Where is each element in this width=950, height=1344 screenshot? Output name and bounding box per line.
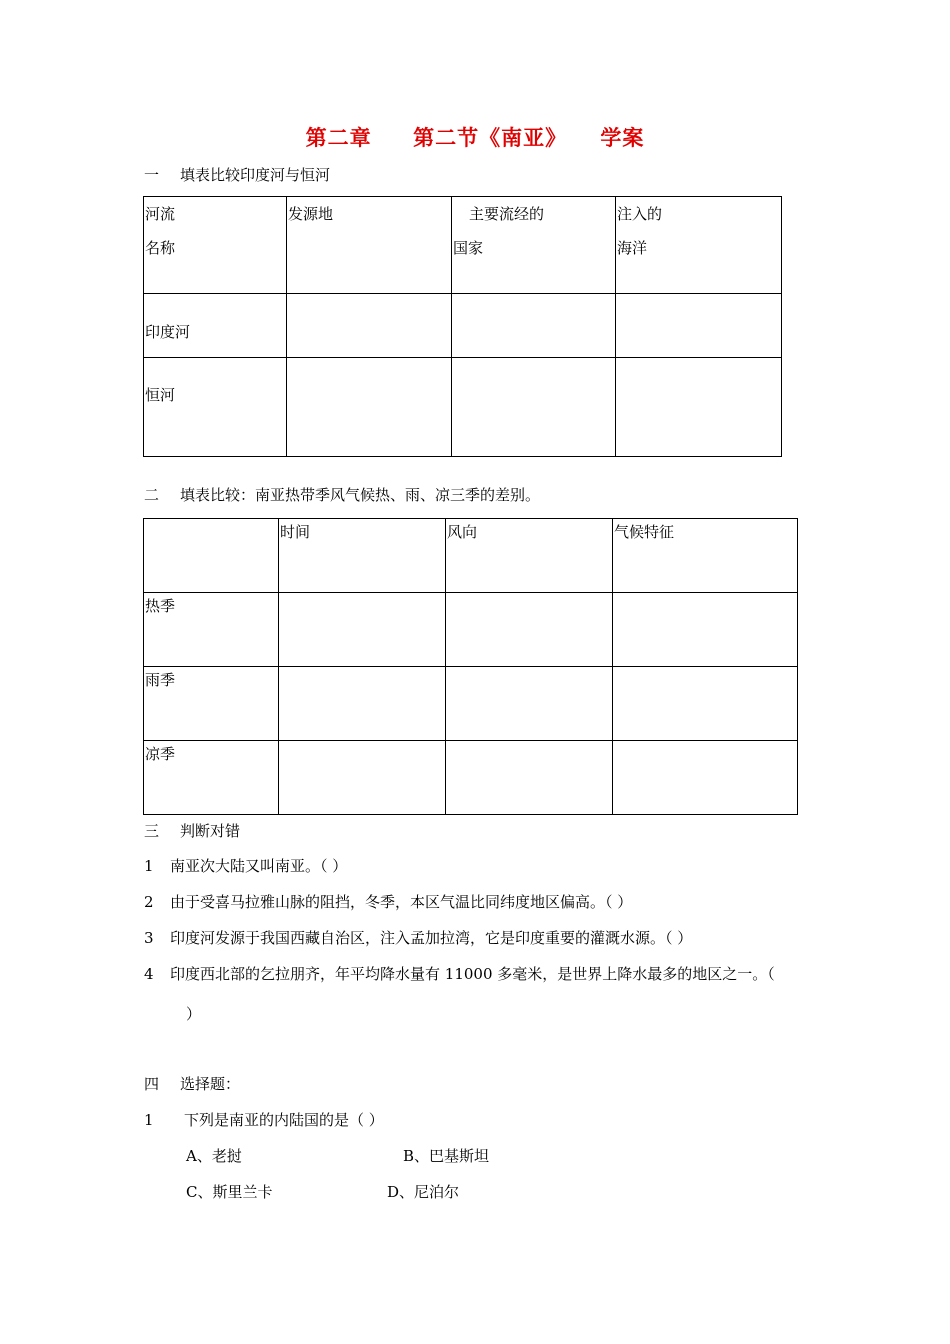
header-cell-source: 发源地	[287, 197, 452, 294]
judge-item-3: 3 印度河发源于我国西藏自治区，注入孟加拉湾，它是印度重要的灌溉水源。（ ）	[144, 929, 693, 947]
section2-text: 填表比较：南亚热带季风气候热、雨、凉三季的差别。	[180, 486, 541, 504]
section3-number: 三	[144, 822, 160, 840]
table-cell[interactable]	[446, 741, 613, 815]
table-header-row	[144, 519, 798, 593]
table-cell[interactable]	[616, 358, 782, 457]
table-cell[interactable]	[613, 667, 798, 741]
table-row	[144, 593, 798, 667]
section3-text: 判断对错	[180, 822, 241, 840]
table-cell[interactable]	[287, 358, 452, 457]
title-chapter: 第二章	[305, 125, 372, 150]
row-label-hot-season: 热季	[144, 593, 279, 667]
header-cell-ocean: 注入的 海洋	[616, 197, 782, 294]
section4-heading	[144, 1073, 240, 1094]
river-comparison-table	[143, 196, 782, 457]
section1-text: 填表比较印度河与恒河	[180, 166, 331, 184]
row-label-ganges: 恒河	[144, 358, 287, 457]
table-row	[144, 741, 798, 815]
table-row	[144, 358, 782, 457]
option-a[interactable]: A、老挝	[186, 1147, 242, 1165]
judge-item-4: 4 印度西北部的乞拉朋齐，年平均降水量有 11000 多毫米，是世界上降水最多的地区之一。（	[144, 965, 775, 983]
table-cell[interactable]	[613, 593, 798, 667]
section4-number: 四	[144, 1075, 160, 1093]
table-row	[144, 667, 798, 741]
judge-item-1: 1 南亚次大陆又叫南亚。（ ）	[144, 857, 348, 875]
judge-item-2: 2 由于受喜马拉雅山脉的阻挡，冬季，本区气温比同纬度地区偏高。（ ）	[144, 893, 633, 911]
header-cell-blank	[144, 519, 279, 593]
option-c[interactable]: C、斯里兰卡	[186, 1183, 273, 1201]
table-cell[interactable]	[287, 294, 452, 358]
row-label-cool-season: 凉季	[144, 741, 279, 815]
section3-heading	[144, 820, 240, 841]
section2-heading	[144, 484, 540, 505]
table-cell[interactable]	[279, 741, 446, 815]
title-section: 第二节《南亚》	[413, 125, 568, 150]
section2-number: 二	[144, 486, 160, 504]
header-cell-time: 时间	[279, 519, 446, 593]
table-header-row	[144, 197, 782, 294]
table-cell[interactable]	[446, 667, 613, 741]
header-cell-wind: 风向	[446, 519, 613, 593]
table-cell[interactable]	[279, 667, 446, 741]
section4-text: 选择题：	[180, 1075, 241, 1093]
table-cell[interactable]	[452, 294, 616, 358]
row-label-rainy-season: 雨季	[144, 667, 279, 741]
table-cell[interactable]	[616, 294, 782, 358]
option-b[interactable]: B、巴基斯坦	[403, 1147, 490, 1165]
row-label-indus: 印度河	[144, 294, 287, 358]
option-d[interactable]: D、尼泊尔	[387, 1183, 460, 1201]
header-cell-river-name: 河流 名称	[144, 197, 287, 294]
page-title	[0, 122, 950, 152]
monsoon-seasons-table	[143, 518, 798, 815]
table-row	[144, 294, 782, 358]
title-suffix: 学案	[600, 125, 645, 150]
section1-number: 一	[144, 166, 160, 184]
choice-question-1: 1 下列是南亚的内陆国的是（ ）	[144, 1111, 384, 1129]
section1-heading	[144, 164, 330, 185]
header-cell-countries: 主要流经的 国家	[452, 197, 616, 294]
table-cell[interactable]	[446, 593, 613, 667]
table-cell[interactable]	[279, 593, 446, 667]
judge-item-4-continued: ）	[186, 1005, 202, 1023]
table-cell[interactable]	[452, 358, 616, 457]
header-cell-climate: 气候特征	[613, 519, 798, 593]
table-cell[interactable]	[613, 741, 798, 815]
